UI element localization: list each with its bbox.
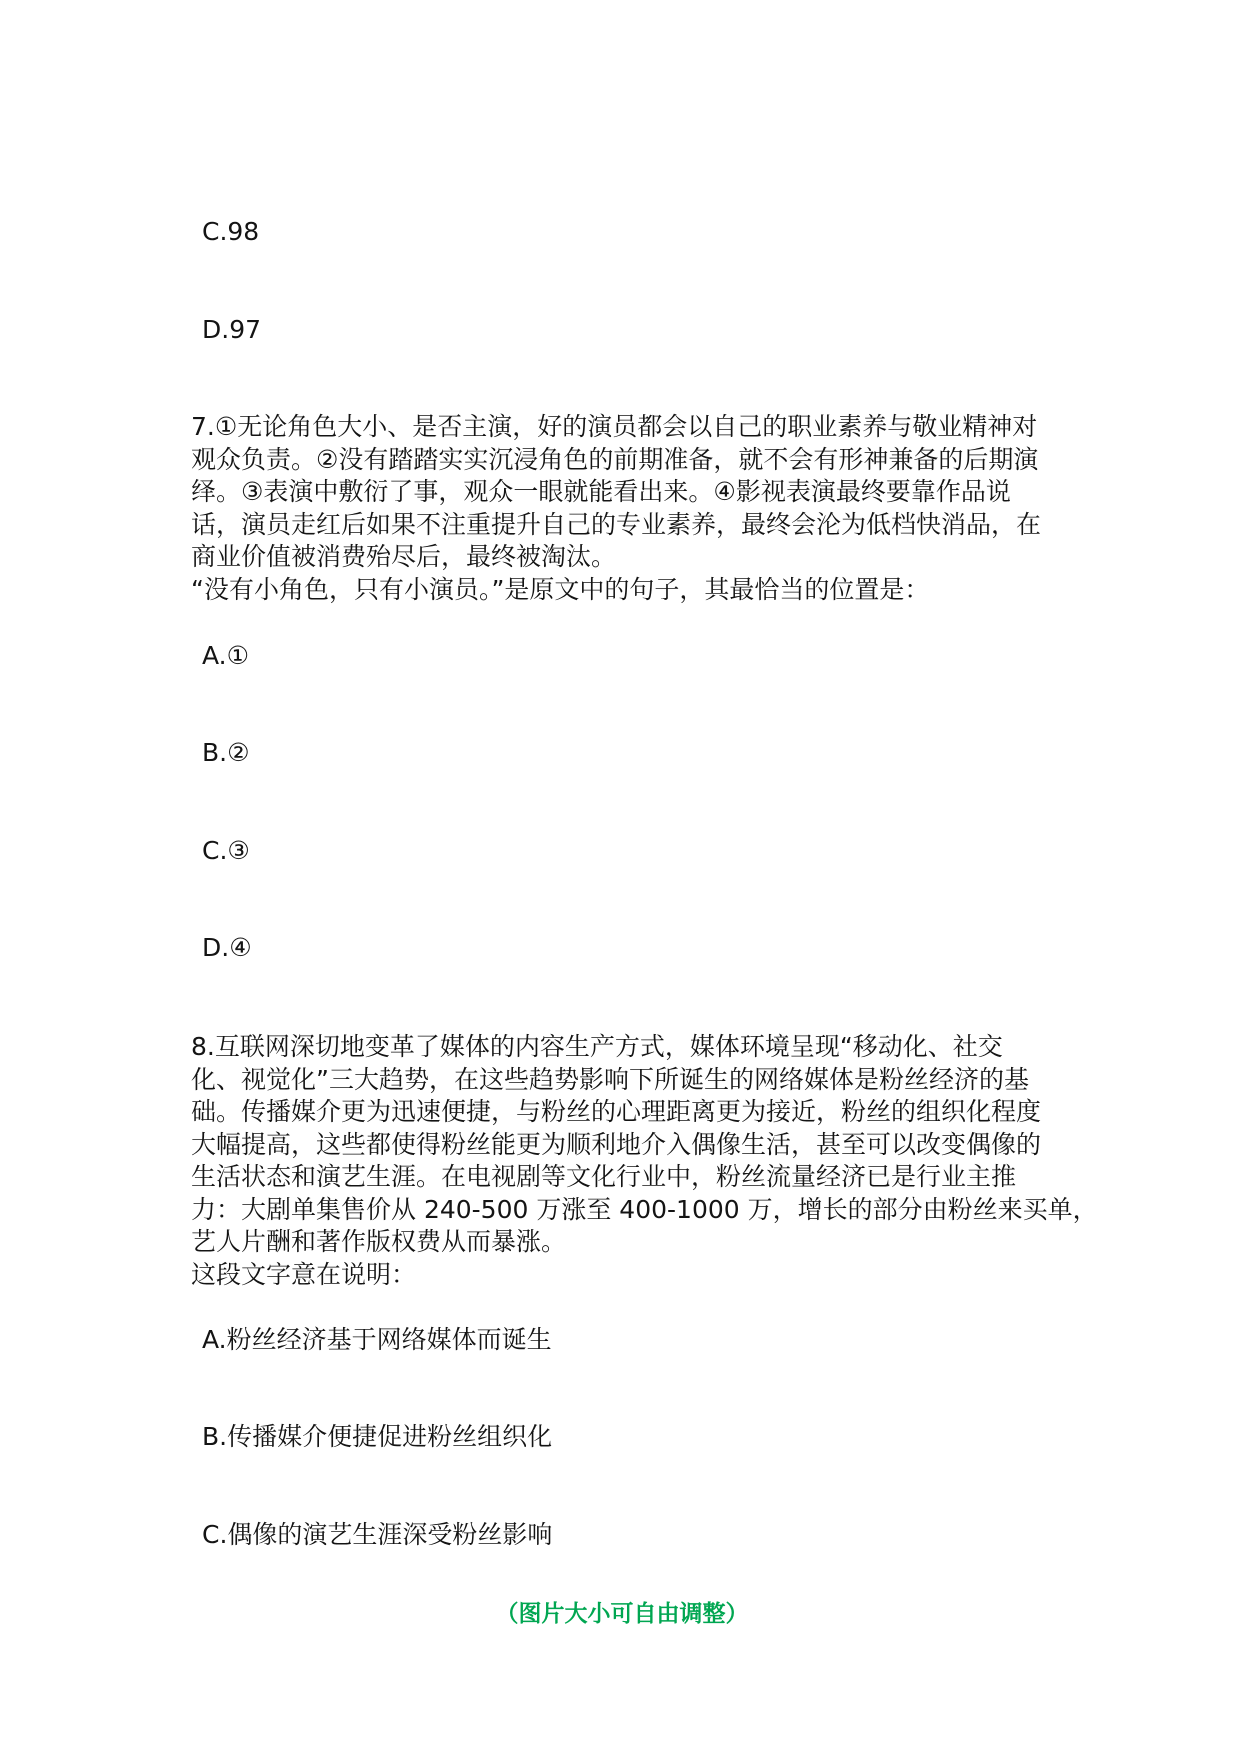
question-7-stem <box>191 411 1191 606</box>
question-prompt: “没有小角色，只有小演员。”是原文中的句子，其最恰当的位置是： <box>191 574 930 604</box>
stem-line: 观众负责。②没有踏踏实实沉浸角色的前期准备，就不会有形神兼备的后期演 <box>191 444 1039 474</box>
stem-line: 艺人片酬和著作版权费从而暴涨。 <box>191 1227 567 1256</box>
question-7-option-c: C.③ <box>202 836 250 865</box>
stem-line: 8.互联网深切地变革了媒体的内容生产方式，媒体环境呈现“移动化、社交 <box>191 1032 1003 1061</box>
stem-line: 础。传播媒介更为迅速便捷，与粉丝的心理距离更为接近，粉丝的组织化程度 <box>191 1097 1042 1126</box>
question-8-stem <box>191 1031 1191 1291</box>
question-8-option-b: B.传播媒介便捷促进粉丝组织化 <box>202 1422 553 1451</box>
stem-line: 化、视觉化”三大趋势，在这些趋势影响下所诞生的网络媒体是粉丝经济的基 <box>191 1064 1029 1094</box>
stem-line: 7.①无论角色大小、是否主演，好的演员都会以自己的职业素养与敬业精神对 <box>191 412 1038 441</box>
question-7-option-b: B.② <box>202 738 250 767</box>
option-d: D.97 <box>202 315 262 344</box>
stem-line: 大幅提高，这些都使得粉丝能更为顺利地介入偶像生活，甚至可以改变偶像的 <box>191 1129 1042 1159</box>
question-8-option-c: C.偶像的演艺生涯深受粉丝影响 <box>202 1520 553 1549</box>
option-c: C.98 <box>202 217 260 246</box>
question-7-option-a: A.① <box>202 641 250 670</box>
question-7-option-d: D.④ <box>202 933 252 962</box>
stem-line: 力：大剧单集售价从 240-500 万涨至 400-1000 万，增长的部分由粉丝来买单， <box>191 1194 1098 1224</box>
resize-note: （图片大小可自由调整） <box>495 1601 749 1627</box>
stem-line: 绎。③表演中敷衍了事，观众一眼就能看出来。④影视表演最终要靠作品说 <box>191 477 1011 506</box>
question-prompt: 这段文字意在说明： <box>191 1259 417 1289</box>
stem-line: 商业价值被消费殆尽后，最终被淘汰。 <box>191 542 617 571</box>
stem-line: 话，演员走红后如果不注重提升自己的专业素养，最终会沦为低档快消品，在 <box>191 509 1042 539</box>
question-8-option-a: A.粉丝经济基于网络媒体而诞生 <box>202 1325 552 1354</box>
stem-line: 生活状态和演艺生涯。在电视剧等文化行业中，粉丝流量经济已是行业主推 <box>191 1162 1017 1191</box>
